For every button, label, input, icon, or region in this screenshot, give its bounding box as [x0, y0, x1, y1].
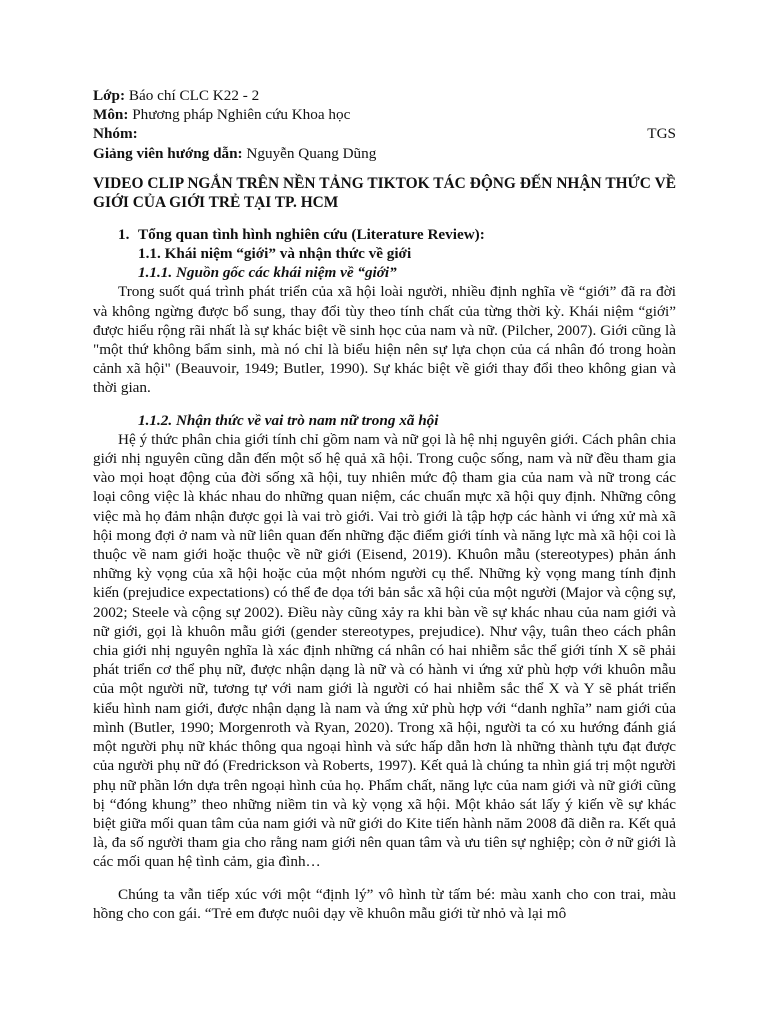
section-1-number: 1. — [118, 225, 130, 243]
subject-value: Phương pháp Nghiên cứu Khoa học — [128, 106, 351, 124]
paragraph-2: Hệ ý thức phân chia giới tính chỉ gồm nam và nữ gọi là hệ nhị nguyên giới. Cách phân chia giới nhị nguyên cũng dẫn đến một số hệ quả xã hội. Trong cuộc sống, nam và nữ đều tham gia vào mọi hoạt động của đời sống xã hội, tuy nhiên mức độ tham gia của nam và nữ trong các loại công việc là khác nhau do những quan niệm, các chuẩn mực xã hội quy định. Những công việc mà họ đảm nhận được gọi là vai trò giới. Vai trò giới là tập hợp các hành vi ứng xử mà xã hội mong đợi ở nam và nữ liên quan đến những đặc điểm giới tính và năng lực mà xã hội coi là thuộc về nam giới hoặc thuộc về nữ giới (Eisend, 2019). Khuôn mẫu (stereotypes) phản ánh những kỳ vọng của xã hội hoặc của một nhóm người cụ thể. Những kỳ vọng mang tính định kiến (prejudice expectations) có thể đe dọa tới bản sắc xã hội của một người (Major và cộng sự, 2002; Steele và cộng sự 2002). Điều này cũng xảy ra khi bàn về sự khác nhau của nam giới và nữ giới, gọi là khuôn mẫu giới (gender stereotypes, prejudice). Như vậy, tuân theo cách phân chia giới nhị nguyên nghĩa là xác định những cá nhân có hai nhiễm sắc thể giới tính X sẽ phải phát triển cơ thể phụ nữ, được nhận dạng là nữ và có hành vi ứng xử phù hợp với khuôn mẫu của một người nữ, tương tự với nam giới là người có hai nhiễm sắc thể X và Y sẽ phát triển kiểu hình nam giới, được nhận dạng là nam và ứng xử phù hợp với “danh nghĩa” nam giới của mình (Butler, 1990; Morgenroth và Ryan, 2020). Trong xã hội, người ta có xu hướng đánh giá một người phụ nữ khác thông qua ngoại hình và sức hấp dẫn hơn là những thành tựu đạt được của người phụ nữ đó (Fredrickson và Roberts, 1997). Kết quả là chúng ta nhìn giá trị một người phụ nữ phần lớn dựa trên ngoại hình của họ. Phẩm chất, năng lực của nam giới và nữ giới cũng bị “đóng khung” theo những niềm tin và kỳ vọng xã hội. Một khảo sát lấy ý kiến về sự khác biệt giữa mối quan tâm của nam giới và nữ giới do Kite tiến hành năm 2008 đã diễn ra. Kết quả là, đa số người tham gia cho rằng nam giới nên quan tâm và ưu tiên sự nghiệp; còn ở nữ giới là các mối quan hệ tình cảm, gia đình… — [93, 430, 676, 871]
paragraph-3: Chúng ta vẫn tiếp xúc với một “định lý” vô hình từ tấm bé: màu xanh cho con trai, màu hồng cho con gái. “Trẻ em được nuôi dạy về khuôn mẫu giới từ nhỏ và lại mô — [93, 885, 676, 922]
subject-line — [93, 105, 676, 124]
section-1-title: Tổng quan tình hình nghiên cứu (Literature Review): — [138, 225, 485, 243]
section-1-1-1-heading: 1.1.1. Nguồn gốc các khái niệm về “giới” — [138, 264, 397, 282]
subject-label: Môn: — [93, 106, 129, 124]
section-1-1-heading: 1.1. Khái niệm “giới” và nhận thức về giới — [138, 245, 412, 263]
advisor-label: Giảng viên hướng dẫn: — [93, 144, 243, 162]
document-body — [93, 86, 676, 923]
section-1-1-2-heading: 1.1.2. Nhận thức về vai trò nam nữ trong xã hội — [138, 411, 439, 429]
document-title: VIDEO CLIP NGẮN TRÊN NỀN TẢNG TIKTOK TÁC ĐỘNG ĐẾN NHẬN THỨC VỀ GIỚI CỦA GIỚI TRẺ TẠI TP. HCM — [93, 174, 676, 212]
group-label: Nhóm: — [93, 125, 138, 143]
paragraph-1: Trong suốt quá trình phát triển của xã hội loài người, nhiều định nghĩa về “giới” đã ra đời và không ngừng được bổ sung, thay đổi tùy theo tính chất của từng thời kỳ. Khái niệm “giới” được hiểu rộng rãi nhất là sự khác biệt về sinh học của nam và nữ. (Pilcher, 2007). Giới cũng là "một thứ không bẩm sinh, mà nó chỉ là biểu hiện nên sự lựa chọn của cá nhân đó trong hoàn cảnh xã hội" (Beauvoir, 1949; Butler, 1990). Sự khác biệt về giới thay đổi theo không gian và thời gian. — [93, 283, 676, 397]
class-label: Lớp: — [93, 87, 126, 104]
group-line — [93, 124, 676, 143]
section-1-heading — [118, 225, 676, 244]
advisor-line — [93, 144, 676, 163]
advisor-value: Nguyễn Quang Dũng — [242, 144, 377, 162]
class-line — [93, 86, 676, 105]
class-value: Báo chí CLC K22 - 2 — [125, 87, 260, 104]
group-value: TGS — [647, 125, 676, 143]
